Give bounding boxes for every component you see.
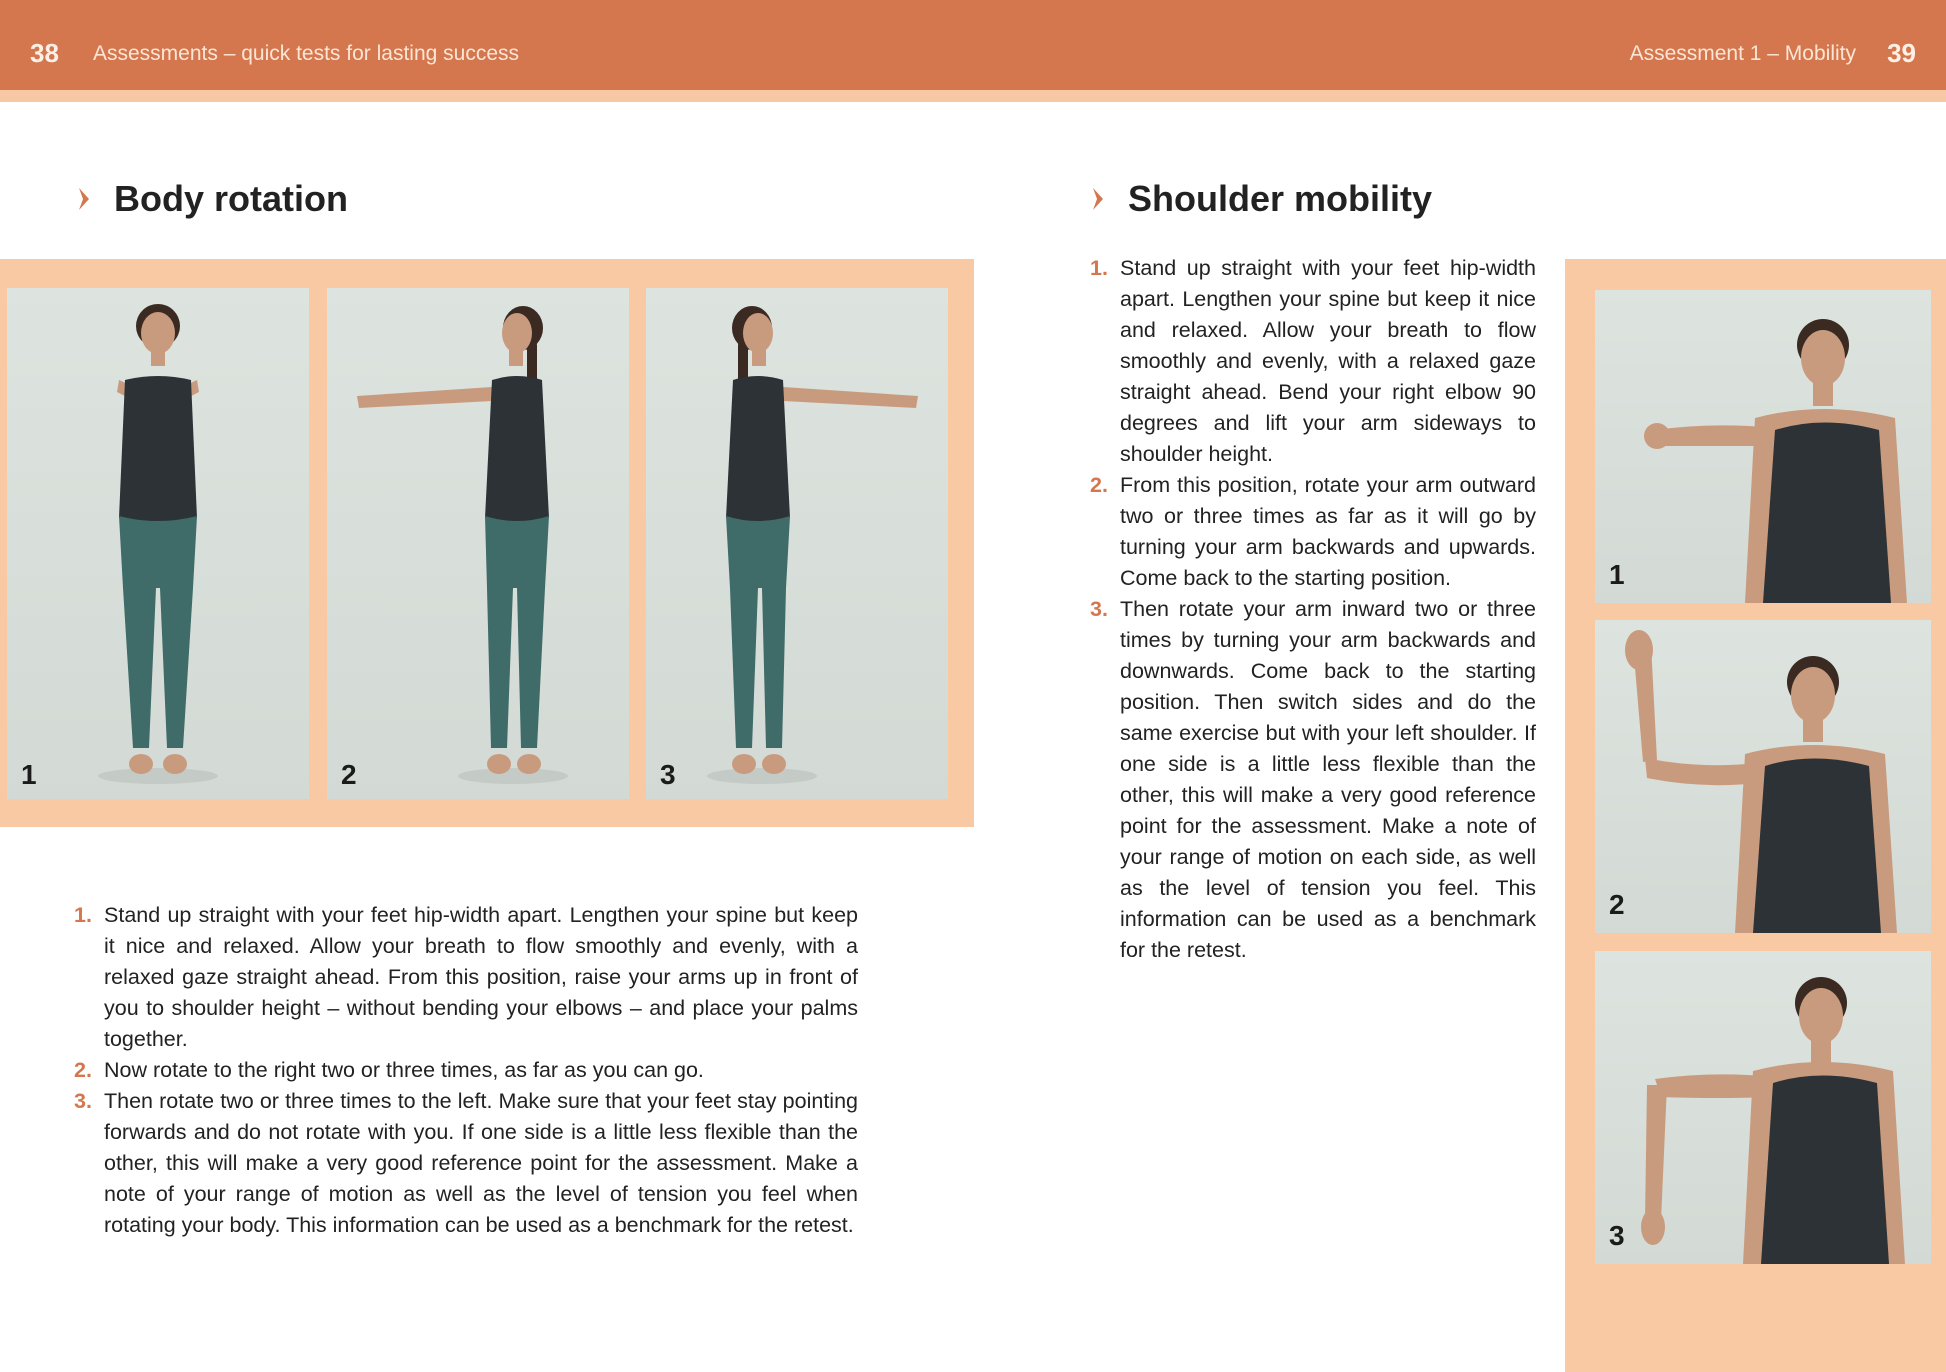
rotate-left-icon [646,288,948,799]
shoulder-mobility-photo-band [1565,259,1946,1372]
body-rotation-title: Body rotation [114,178,348,219]
body-rotation-photo-1 [7,288,309,799]
photo-label: 3 [1609,1220,1625,1251]
header-accent-strip [0,90,1946,102]
shoulder-mobility-photo-3 [1595,951,1931,1264]
shoulder-mobility-title: Shoulder mobility [1128,178,1433,219]
list-item [74,1086,858,1241]
body-rotation-heading [78,178,348,220]
step-text: Then rotate your arm inward two or three times by turning your arm backwards and downwards. Come back to the starting position. Then switch sides and do the same exercise but with your left shoulder. If one side is a little less flexible than the other, this will make a very good reference point for the assessment. Make a note of your range of motion on each side, as well as the level of tension you feel. This information can be used as a benchmark for the retest. [1120,597,1536,962]
left-running-title: Assessments – quick tests for lasting success [93,42,519,65]
photo-label: 2 [341,759,357,790]
shoulder-mobility-heading [1092,178,1432,220]
step-text: From this position, rotate your arm outward two or three times as far as it will go by turning your arm backwards and upwards. Come back to the starting position. [1120,473,1536,590]
body-rotation-photo-3 [646,288,948,799]
arm-sideways-elbow-bent-icon [1595,290,1931,603]
step-number: 2. [74,1058,92,1082]
body-rotation-photo-band [0,259,974,827]
rotate-right-icon [327,288,629,799]
step-text: Now rotate to the right two or three times, as far as you can go. [104,1058,704,1082]
step-text: Then rotate two or three times to the left. Make sure that your feet stay pointing forwards and do not rotate with you. If one side is a little less flexible than the other, this will make a very good reference point for the assessment. Make a note of your range of motion as well as the level of tension you feel when rotating your body. This information can be used as a benchmark for the retest. [104,1089,858,1237]
list-item [74,1055,858,1086]
page-header [0,0,1946,90]
chevron-right-icon [78,187,90,211]
list-item [1090,470,1536,594]
list-item [1090,594,1536,966]
body-rotation-photo-2 [327,288,629,799]
step-number: 1. [1090,256,1108,280]
right-running-title: Assessment 1 – Mobility [1629,42,1856,65]
step-number: 3. [74,1089,92,1113]
photo-label: 3 [660,759,676,790]
left-page-number: 38 [30,38,59,68]
right-page-number: 39 [1887,38,1916,68]
shoulder-mobility-photo-1 [1595,290,1931,603]
step-number: 2. [1090,473,1108,497]
arm-rotated-up-icon [1595,620,1931,933]
shoulder-mobility-steps [1090,253,1536,966]
step-text: Stand up straight with your feet hip-width apart. Lengthen your spine but keep it nice and relaxed. Allow your breath to flow smoothly and evenly, with a relaxed gaze straight ahead. Bend your right elbow 90 degrees and lift your arm sideways to shoulder height. [1120,256,1536,466]
photo-label: 1 [21,759,37,790]
arms-forward-palms-together-icon [7,288,309,799]
step-number: 3. [1090,597,1108,621]
step-text: Stand up straight with your feet hip-width apart. Lengthen your spine but keep it nice and relaxed. Allow your breath to flow smoothly and evenly, with a relaxed gaze straight ahead. From this position, raise your arms up in front of you to shoulder height – without bending your elbows – and place your palms together. [104,903,858,1051]
step-number: 1. [74,903,92,927]
arm-rotated-down-icon [1595,951,1931,1264]
photo-label: 2 [1609,889,1625,920]
chevron-right-icon [1092,187,1104,211]
list-item [74,900,858,1055]
photo-label: 1 [1609,559,1625,590]
shoulder-mobility-photo-2 [1595,620,1931,933]
list-item [1090,253,1536,470]
body-rotation-steps [74,900,858,1241]
